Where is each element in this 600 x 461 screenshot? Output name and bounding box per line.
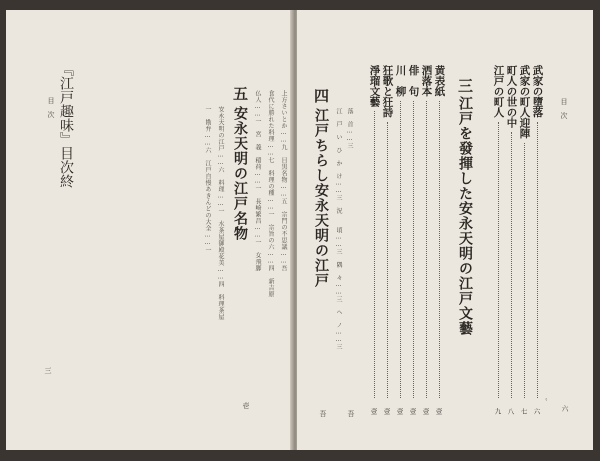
section-5-line-1: 上方さいとか……九 目黒名物……五 宗門の不思議……吾 (280, 90, 287, 272)
toc-leader-dots (426, 101, 427, 399)
right-page-number: 六 (561, 405, 569, 412)
toc-leader-dots (511, 132, 512, 398)
section-5-title: 安永天明の江戸名物 (232, 106, 248, 241)
left-page-end: 壱 (242, 402, 250, 409)
section-5-line-5: 一 勘弁……六 江戸自慢あきんどの大全……一 (204, 106, 211, 253)
section-4-page: 吾 (347, 410, 355, 417)
section-4-line-1: 江 戸 い ひ か け……三 況 頃……三 隅 々……三 ヘ ノ……三 (335, 108, 342, 350)
section-4-line-2: 落 首……三 (346, 108, 353, 149)
toc-entry: 洒落本 (420, 65, 433, 97)
ornament-mark: 〟 (545, 395, 552, 402)
section-3-number: 三 (456, 78, 474, 93)
left-page (6, 10, 293, 450)
toc-entry: 町人の世の中 (505, 65, 518, 128)
toc-entry: 狂歌と狂詩 (381, 65, 394, 118)
toc-entry: 淨瑠文藝 (368, 65, 381, 107)
toc-entry: 武家の墮落 (531, 65, 544, 118)
toc-entry: 俳 句 (407, 65, 420, 97)
toc-page-number: 九 (493, 408, 502, 415)
toc-entry: 江戸の町人 (492, 65, 505, 118)
section-5-line-4: 安永天明の江戸……六 料理……一 水茶屋御殿花美……四 料理茶屋 (217, 106, 224, 320)
left-page-number: 三 (44, 367, 52, 374)
section-4-title: 江戸ちらし安永天明の江戸 (313, 108, 329, 288)
toc-page-number: 壹 (369, 408, 378, 415)
toc-entry: 黄表紙 (433, 65, 446, 97)
right-page-header: 目 次 (560, 98, 568, 119)
toc-leader-dots (413, 101, 414, 399)
right-page (297, 10, 593, 450)
toc-page-number: 壹 (408, 408, 417, 415)
toc-page-number: 六 (532, 408, 541, 415)
toc-page-number: 壹 (382, 408, 391, 415)
section-5-line-3: 仏人……一 宮 義 稲荷……一 長崎繁昌……一 女飛脚 (254, 90, 261, 272)
toc-page-number: 壹 (395, 408, 404, 415)
section-5-line-2: 食代に勝れた料理……七 料理の種……一 宗旨の六……四 新吉原 (267, 90, 274, 298)
toc-entry: 武家の町人迎陣 (518, 65, 531, 139)
toc-leader-dots (400, 101, 401, 399)
section-5-number: 五 (231, 86, 249, 101)
toc-leader-dots (387, 122, 388, 399)
section-4-number: 四 (312, 88, 330, 103)
left-page-header: 目 次 (47, 97, 55, 118)
toc-entry: 川 柳 (394, 65, 407, 97)
toc-leader-dots (537, 122, 538, 399)
toc-leader-dots (498, 122, 499, 399)
toc-page-number: 壹 (421, 408, 430, 415)
section-4-end: 吾 (319, 410, 327, 417)
toc-leader-dots (524, 143, 525, 399)
section-3-title: 江戸を發揮した安永天明の江戸文藝 (457, 96, 473, 336)
toc-page-number: 壹 (434, 408, 443, 415)
toc-leader-dots (374, 111, 375, 398)
toc-page-number: 七 (519, 408, 528, 415)
toc-leader-dots (439, 101, 440, 399)
toc-page-number: 八 (506, 408, 515, 415)
book-title: 『江戸趣味』目次終 (58, 62, 74, 188)
